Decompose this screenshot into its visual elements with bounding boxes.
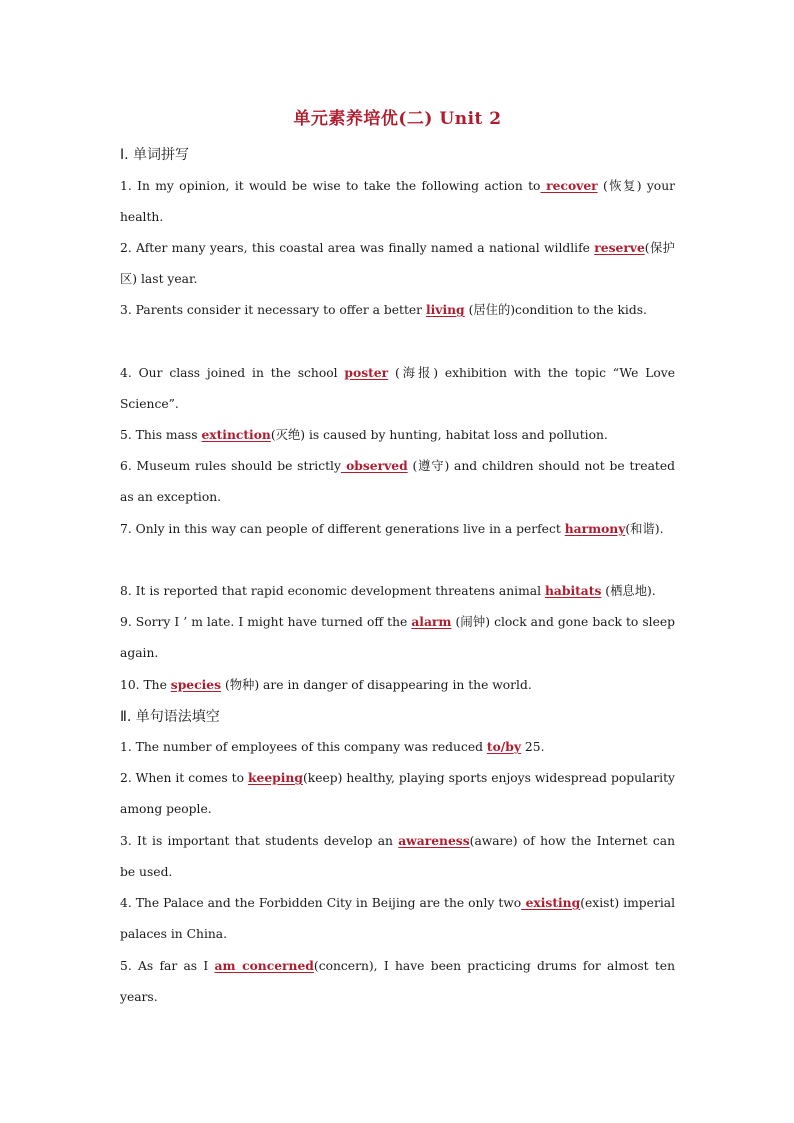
list-item: 1. In my opinion, it would be wise to take the following action to recover (恢复) your health. [120,178,676,224]
list-item: 4. The Palace and the Forbidden City in Beijing are the only two existing(exist) imperial palaces in China. [120,895,676,941]
list-item: 4. Our class joined in the school poster (海报) exhibition with the topic “We Love Science”. [120,365,675,411]
list-item: 2. When it comes to keeping(keep) healthy, playing sports enjoys widespread popularity among people. [120,770,676,816]
answer-text: awareness [398,833,470,848]
answer-text: reserve [594,240,645,255]
list-item: 1. The number of employees of this company was reduced to/by 25. [120,739,545,754]
list-item: 8. It is reported that rapid economic development threatens animal habitats (栖息地). [120,583,656,598]
answer-text: existing [521,895,581,910]
answer-text: habitats [544,583,602,598]
list-item: 3. It is important that students develop an awareness(aware) of how the Internet can be used. [120,833,675,879]
section-heading-spelling: Ⅰ. 单词拼写 [120,147,190,163]
list-item: 7. Only in this way can people of different generations live in a perfect harmony(和谐). [120,521,664,536]
list-item: 6. Museum rules should be strictly observed (遵守) and children should not be treated as an exception. [120,458,675,504]
page-title: 单元素养培优(二) Unit 2 [293,109,502,129]
section-heading-grammar: Ⅱ. 单句语法填空 [120,709,220,725]
answer-text: living [425,302,465,317]
answer-text: harmony [564,521,626,536]
list-item: 2. After many years, this coastal area was finally named a national wildlife reserve(保护区) last year. [120,240,675,286]
list-item: 5. As far as I am concerned(concern), I have been practicing drums for almost ten years. [120,958,675,1004]
answer-text: poster [344,365,389,380]
answer-text: am concerned [214,958,314,973]
answer-text: alarm [411,614,452,629]
list-item: 5. This mass extinction(灭绝) is caused by hunting, habitat loss and pollution. [120,427,608,442]
answer-text: recover [540,178,598,193]
answer-text: observed [340,458,408,473]
list-item: 3. Parents consider it necessary to offer a better living (居住的)condition to the kids. [120,302,647,317]
answer-text: to/by [486,739,522,754]
list-item: 9. Sorry I ’ m late. I might have turned off the alarm (闹钟) clock and gone back to sleep again. [120,614,675,660]
answer-text: species [170,677,222,692]
answer-text: keeping [247,770,303,785]
answer-text: extinction [201,427,271,442]
list-item: 10. The species (物种) are in danger of disappearing in the world. [120,677,532,692]
